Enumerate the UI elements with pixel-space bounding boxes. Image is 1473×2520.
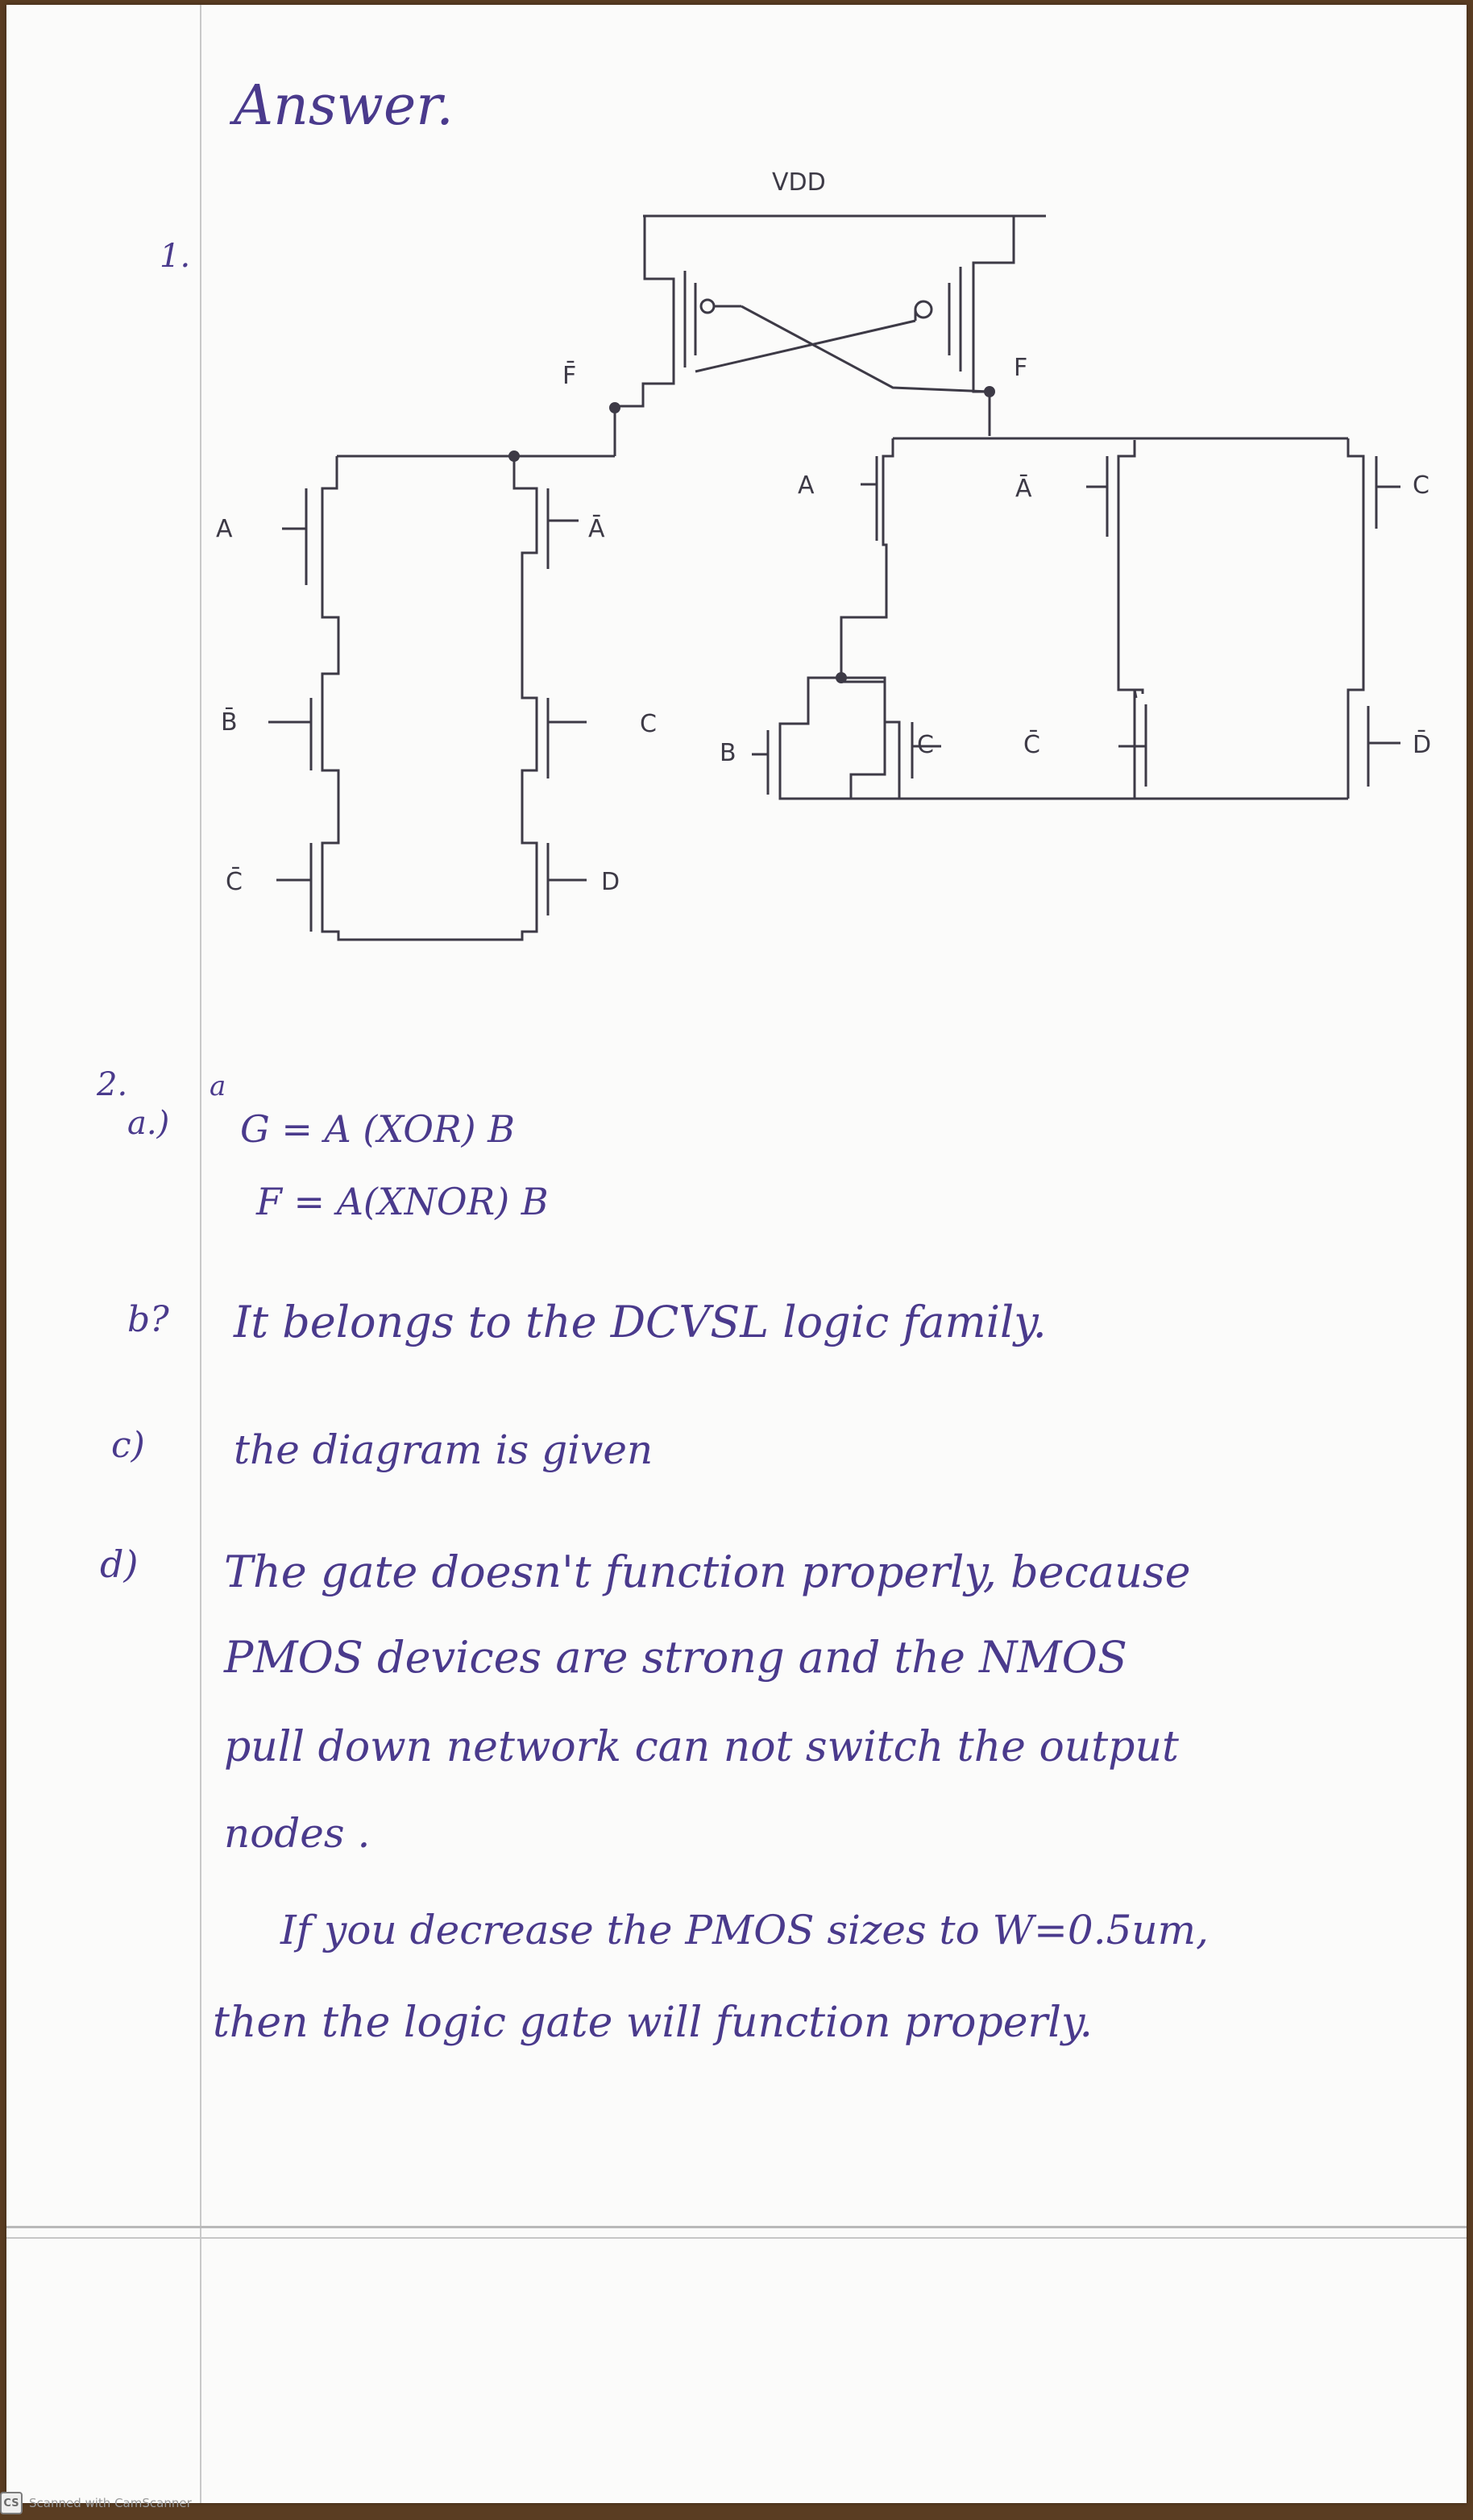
input-c-mid: C	[640, 710, 657, 738]
input-d-mid: D	[601, 868, 620, 896]
input-abar-right: Ā	[1015, 475, 1032, 503]
q2-d-line3: pull down network can not switch the output	[224, 1723, 1179, 1771]
input-dbar-far: D̄	[1413, 731, 1432, 759]
q2-b-text: It belongs to the DCVSL logic family.	[234, 1297, 1047, 1347]
answer-heading: Answer.	[234, 74, 454, 138]
q2-d-line2: PMOS devices are strong and the NMOS	[224, 1632, 1127, 1683]
fbar-label: F̄	[562, 362, 577, 390]
input-cbar-left: C̄	[226, 868, 243, 896]
camscanner-logo-icon: CS	[0, 2492, 23, 2514]
q2-a-mark: a	[210, 1070, 226, 1102]
scanner-watermark-text: Scanned with CamScanner	[29, 2496, 192, 2510]
q2-d-line4: nodes .	[224, 1810, 371, 1857]
q2-d-line5: If you decrease the PMOS sizes to W=0.5um,	[280, 1907, 1209, 1953]
q2-a-line1: G = A (XOR) B	[240, 1107, 515, 1151]
q2-a-line2: F = A(XNOR) B	[256, 1180, 549, 1223]
q2-d-line6: then the logic gate will function properly.	[213, 1999, 1093, 2047]
input-b-right: B	[720, 739, 736, 767]
q2-d-label: d)	[100, 1542, 139, 1586]
q2-c-text: the diagram is given	[234, 1426, 654, 1473]
q2-d-line1: The gate doesn't function properly, because	[224, 1546, 1191, 1597]
input-abar-mid: Ā	[588, 515, 605, 543]
f-label: F	[1014, 354, 1028, 382]
q2-c-label: c)	[111, 1425, 145, 1466]
bottom-rule-secondary	[6, 2237, 1467, 2239]
q1-number: 1.	[160, 238, 191, 275]
dcvsl-circuit-diagram	[6, 5, 1467, 1004]
paper-page	[6, 5, 1467, 2503]
q2-a-label: a.)	[127, 1105, 170, 1142]
scanner-footer	[0, 2492, 192, 2514]
input-a-left: A	[216, 515, 233, 543]
vdd-label: VDD	[772, 168, 826, 197]
bottom-rule	[6, 2226, 1467, 2228]
q2-number: 2.	[97, 1066, 128, 1103]
input-c-right: C	[917, 731, 934, 759]
input-c-far: C	[1413, 471, 1429, 500]
input-cbar-right: C̄	[1023, 731, 1040, 759]
input-bbar-left: B̄	[221, 708, 238, 737]
input-a-right: A	[798, 471, 815, 500]
q2-b-label: b?	[127, 1299, 169, 1340]
